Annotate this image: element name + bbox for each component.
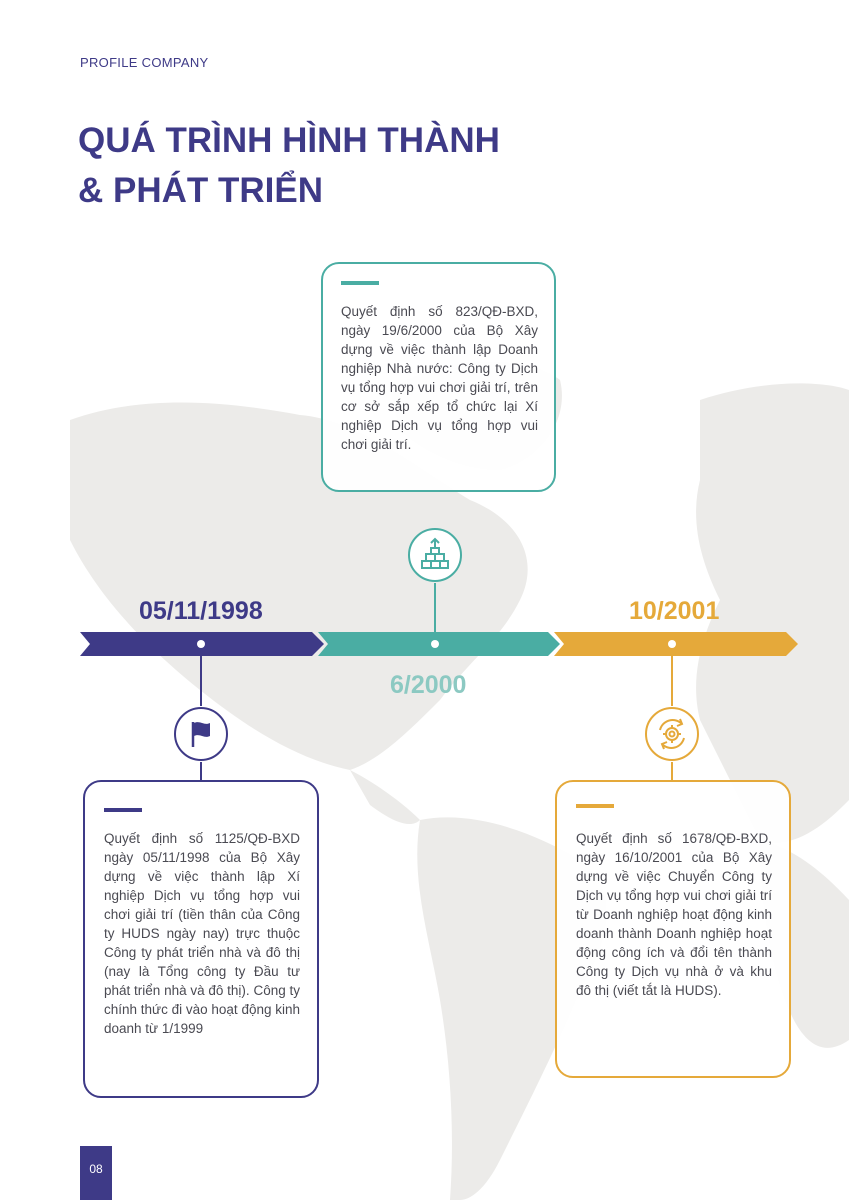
building-blocks-icon [407, 527, 463, 583]
card-accent-bar [341, 281, 379, 285]
milestone-date-2000: 6/2000 [390, 671, 467, 699]
page-number: 08 [89, 1162, 103, 1176]
timeline-dot-2000 [431, 640, 439, 648]
milestone-text-1998: Quyết định số 1125/QĐ-BXD ngày 05/11/1998 của Bộ Xây dựng về việc thành lập Xí nghiệp Dịch vụ tổng hợp vui chơi giải trí (tiền thân của Công ty HUDS ngày nay) trực thuộc Công ty phát triển nhà và đô thị (nay là Tổng công ty Đầu tư phát triển nhà và đô thị). Công ty chính thức đi vào hoạt động kinh doanh từ 1/1999 [104, 831, 300, 1036]
milestone-date-2001: 10/2001 [629, 597, 720, 625]
page-title [78, 116, 598, 216]
card-accent-bar [104, 808, 142, 812]
milestone-text-2001: Quyết định số 1678/QĐ-BXD, ngày 16/10/2001 của Bộ Xây dựng về việc Chuyển Công ty Dịch vụ tổng hợp vui chơi giải trí từ Doanh nghiệp hoạt động kinh doanh thành Doanh nghiệp hoạt động công ích và đổi tên thành Công ty Dịch vụ nhà ở và khu đô thị (viết tắt là HUDS). [576, 831, 772, 998]
page-title-line-1: QUÁ TRÌNH HÌNH THÀNH [78, 121, 500, 160]
milestone-text-2000: Quyết định số 823/QĐ-BXD, ngày 19/6/2000 của Bộ Xây dựng về việc thành lập Doanh nghiệp Nhà nước: Công ty Dịch vụ tổng hợp vui chơi giải trí, trên cơ sở sắp xếp tổ chức lại Xí nghiệp Dịch vụ tổng hợp vui chơi giải trí. [341, 304, 538, 452]
milestone-card-1998 [83, 780, 319, 1098]
flag-icon [173, 706, 229, 762]
timeline-dot-2001 [668, 640, 676, 648]
timeline-bar [80, 632, 800, 656]
timeline-dot-1998 [197, 640, 205, 648]
card-accent-bar [576, 804, 614, 808]
page-title-line-2: & PHÁT TRIỂN [78, 171, 323, 210]
gear-cycle-icon [644, 706, 700, 762]
milestone-card-2000 [321, 262, 556, 492]
header-label: PROFILE COMPANY [80, 55, 209, 70]
milestone-date-1998: 05/11/1998 [139, 597, 263, 625]
milestone-card-2001 [555, 780, 791, 1078]
